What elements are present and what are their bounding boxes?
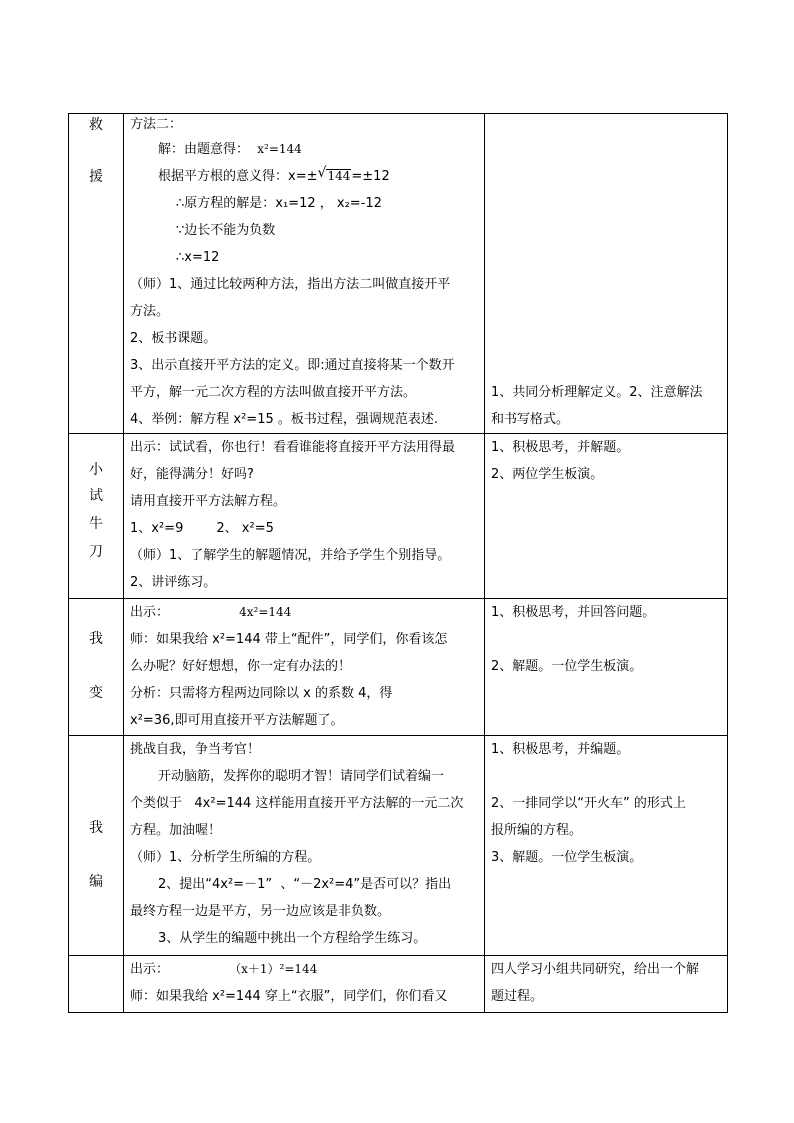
section-label-char: 我	[89, 631, 103, 647]
teacher-line: 2、提出“4x²=－1” 、“－2x²=4”是否可以？指出	[158, 877, 452, 892]
teacher-line: 个类似于 4x²=144 这样能用直接开平方法解的一元二次	[130, 796, 464, 811]
student-line: 1、共同分析理解定义。2、注意解法	[491, 385, 703, 400]
root-result: =±12	[351, 169, 390, 184]
teacher-line: 最终方程一边是平方，另一边应该是非负数。	[130, 904, 391, 919]
show-prefix: 出示：	[130, 605, 170, 620]
student-line: 1、积极思考，并回答问题。	[491, 605, 656, 620]
section-label	[69, 599, 123, 735]
section-label-char: 我	[89, 820, 103, 836]
section-rescue	[69, 114, 728, 434]
teacher-line: 3、从学生的编题中挑出一个方程给学生练习。	[158, 931, 427, 946]
student-line: 2、两位学生板演。	[491, 467, 604, 482]
student-activity-cell	[485, 434, 728, 599]
teacher-line	[124, 956, 484, 983]
teacher-line: 么办呢？好好想想，你一定有办法的！	[130, 659, 352, 674]
solution-line	[124, 136, 484, 163]
student-line: 四人学习小组共同研究，给出一个解	[491, 962, 700, 977]
student-line: 2、解题。一位学生板演。	[491, 659, 643, 674]
teacher-line: 开动脑筋，发挥你的聪明才智！请同学们试着编一	[158, 769, 445, 784]
section-label-cell	[69, 956, 124, 1013]
teacher-line: 师：如果我给 x²=144 穿上“衣服”，同学们，你们看又	[130, 989, 448, 1004]
section-label-cell	[69, 599, 124, 736]
section-dress	[69, 956, 728, 1013]
section-label-cell	[69, 434, 124, 599]
teacher-line: 2、讲评练习。	[130, 575, 217, 590]
teacher-line: （师）1、分析学生所编的方程。	[130, 850, 321, 865]
section-label	[69, 736, 123, 955]
equation: x²=144	[257, 142, 302, 156]
section-label	[69, 434, 123, 598]
sqrt-radicand: √ 144	[326, 169, 351, 183]
section-compose	[69, 736, 728, 956]
student-line: 2、一排同学以“开火车” 的形式上	[491, 796, 686, 811]
method-title: 方法二：	[130, 117, 183, 132]
section-label-char: 牛	[89, 516, 103, 532]
student-line: 题过程。	[491, 989, 544, 1004]
because-line: ∵边长不能为负数	[176, 223, 276, 238]
teacher-step-3a: 3、出示直接开平方法的定义。即:通过直接将某一个数开	[130, 358, 455, 373]
teacher-step-1a: （师）1、通过比较两种方法，指出方法二叫做直接开平	[130, 277, 451, 292]
teacher-line: x²=36,即可用直接开平方法解题了。	[130, 713, 344, 728]
show-prefix: 出示：	[130, 962, 170, 977]
student-line: 报所编的方程。	[491, 823, 583, 838]
section-label-char: 刀	[89, 544, 103, 560]
teacher-line: （师）1、了解学生的解题情况，并给予学生个别指导。	[130, 548, 451, 563]
teacher-line: 好，能得满分！好吗?	[130, 467, 254, 482]
section-label	[69, 114, 123, 433]
teacher-activity-cell	[124, 599, 485, 736]
teacher-step-3b: 平方，解一元二次方程的方法叫做直接开平方法。	[130, 385, 417, 400]
student-line: 3、解题。一位学生板演。	[491, 850, 643, 865]
student-activity-cell	[485, 736, 728, 956]
teacher-step-4: 4、举例：解方程 x²=15 。板书过程，强调规范表述.	[130, 412, 439, 427]
square-root-line	[124, 163, 484, 190]
section-transform	[69, 599, 728, 736]
section-label-cell	[69, 736, 124, 956]
original-solution-line: ∴原方程的解是：x₁=12 ， x₂=-12	[176, 196, 382, 211]
teacher-line: 出示：试试看，你也行！看看谁能将直接开平方法用得最	[130, 440, 456, 455]
therefore-line: ∴x=12	[176, 250, 220, 265]
equation: （x＋1）²=144	[229, 962, 318, 976]
equation: 4x²=144	[239, 605, 292, 619]
student-activity-cell	[485, 956, 728, 1013]
student-line: 和书写格式。	[491, 412, 570, 427]
section-label-char: 救	[89, 117, 103, 133]
teacher-step-2: 2、板书课题。	[130, 331, 217, 346]
teacher-line: 方程。加油喔！	[130, 823, 222, 838]
section-label-char: 试	[89, 488, 103, 504]
teacher-line	[124, 599, 484, 626]
student-line: 1、积极思考，并编题。	[491, 742, 630, 757]
student-activity-cell	[485, 599, 728, 736]
section-try	[69, 434, 728, 599]
teacher-step-1b: 方法。	[130, 304, 170, 319]
lesson-plan-table	[68, 113, 728, 1013]
teacher-activity-cell	[124, 736, 485, 956]
teacher-line: 师：如果我给 x²=144 带上“配件”，同学们，你看该怎	[130, 632, 448, 647]
teacher-line: 请用直接开平方法解方程。	[130, 494, 287, 509]
section-label-char: 援	[89, 169, 103, 185]
section-label-char: 变	[89, 685, 103, 701]
root-text: 根据平方根的意义得：x=±	[158, 169, 318, 184]
teacher-activity-cell	[124, 114, 485, 434]
section-label-cell	[69, 114, 124, 434]
student-activity-cell	[485, 114, 728, 434]
teacher-line: 挑战自我，争当考官！	[130, 742, 261, 757]
solution-prefix: 解：由题意得：	[158, 142, 250, 157]
section-label-char: 编	[89, 874, 103, 890]
exercise-line: 1、x²=9 2、 x²=5	[130, 521, 274, 536]
student-line: 1、积极思考，并解题。	[491, 440, 630, 455]
section-label-char: 小	[89, 462, 103, 478]
teacher-activity-cell	[124, 434, 485, 599]
teacher-activity-cell	[124, 956, 485, 1013]
teacher-line: 分析：只需将方程两边同除以 x 的系数 4，得	[130, 686, 393, 701]
